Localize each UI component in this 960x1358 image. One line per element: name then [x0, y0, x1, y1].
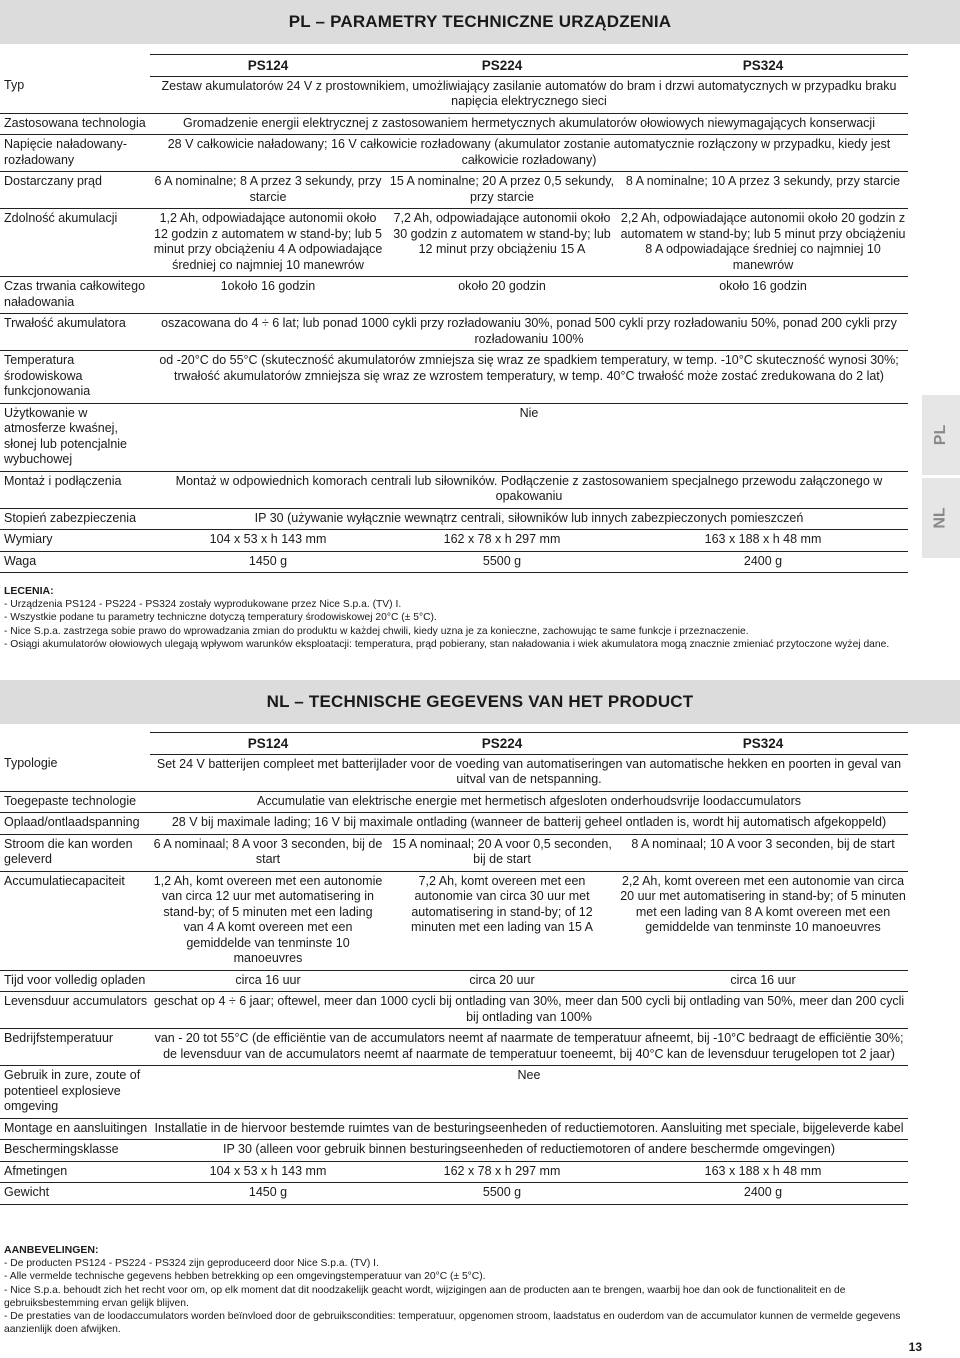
spec-value: około 20 godzin: [386, 277, 618, 314]
spec-label: Zastosowana technologia: [0, 113, 150, 135]
spec-label: Gebruik in zure, zoute of potentieel explosieve omgeving: [0, 1066, 150, 1119]
spec-row: [0, 1161, 908, 1183]
note-line: - Urządzenia PS124 - PS224 - PS324 zostały wyprodukowane przez Nice S.p.a. (TV) I.: [4, 599, 402, 611]
nl-title-banner: [0, 680, 960, 724]
spec-value: 7,2 Ah, komt overeen met een autonomie van circa 30 uur met automatisering in stand-by; of 12 minuten met een lading van 15 A: [386, 871, 618, 970]
spec-value: 28 V bij maximale lading; 16 V bij maximale ontlading (wanneer de batterij geheel ontladen is, wordt hij automatisch afgekoppeld): [150, 813, 908, 835]
spec-row: [0, 403, 908, 471]
spec-label: Montaż i podłączenia: [0, 471, 150, 508]
spec-value: 6 A nominalne; 8 A przez 3 sekundy, przy starcie: [150, 172, 386, 209]
spec-label: Czas trwania całkowitego naładowania: [0, 277, 150, 314]
spec-value: 8 A nominalne; 10 A przez 3 sekundy, przy starcie: [618, 172, 908, 209]
spec-value: 162 x 78 x h 297 mm: [386, 530, 618, 552]
spec-label: Gewicht: [0, 1183, 150, 1205]
note-line: - Wszystkie podane tu parametry techniczne dotyczą temperatury środowiskowej 20°C (± 5°C).: [4, 612, 437, 624]
spec-label: Napięcie naładowany-rozładowany: [0, 135, 150, 172]
spec-row: [0, 113, 908, 135]
spec-row: [0, 992, 908, 1029]
spec-value: 163 x 188 x h 48 mm: [618, 530, 908, 552]
spec-value: IP 30 (używanie wyłącznie wewnątrz centrali, siłowników lub innych zabezpieczonych pomieszczeń: [150, 508, 908, 530]
spec-row: [0, 1118, 908, 1140]
spec-value: IP 30 (alleen voor gebruik binnen besturingseenheden of reductiemotoren of andere beschermde omgevingen): [150, 1140, 908, 1162]
spec-row: [0, 871, 908, 970]
spec-label: Stroom die kan worden geleverd: [0, 834, 150, 871]
model-header: PS224: [386, 55, 618, 77]
spec-label: Waga: [0, 551, 150, 573]
notes-heading: AANBEVELINGEN:: [4, 1244, 99, 1256]
spec-row: [0, 1029, 908, 1066]
spec-label: Stopień zabezpieczenia: [0, 508, 150, 530]
spec-label: Wymiary: [0, 530, 150, 552]
spec-row: [0, 314, 908, 351]
spec-value: 5500 g: [386, 551, 618, 573]
model-header: PS224: [386, 733, 618, 755]
note-line: - Nice S.p.a. zastrzega sobie prawo do wprowadzania zmian do produktu w każdej chwili, kiedy uzna je za konieczne, zachowując te same funkcje i przeznaczenie.: [4, 625, 749, 637]
spec-value: circa 20 uur: [386, 970, 618, 992]
spec-label: Trwałość akumulatora: [0, 314, 150, 351]
spec-label: Toegepaste technologie: [0, 791, 150, 813]
spec-value: 8 A nominaal; 10 A voor 3 seconden, bij de start: [618, 834, 908, 871]
spec-row: [0, 277, 908, 314]
spec-label: Montage en aansluitingen: [0, 1118, 150, 1140]
spec-label: Dostarczany prąd: [0, 172, 150, 209]
spec-label: Typologie: [4, 756, 58, 770]
spec-value: 2400 g: [618, 551, 908, 573]
spec-value: Montaż w odpowiednich komorach centrali lub siłowników. Podłączenie z zastosowaniem specjalnego przewodu załączonego w opakowaniu: [150, 471, 908, 508]
model-header: PS324: [618, 55, 908, 77]
spec-value: 104 x 53 x h 143 mm: [150, 530, 386, 552]
spec-value: od -20°C do 55°C (skuteczność akumulatorów zmniejsza się wraz ze spadkiem temperatury, w temp. -10°C skuteczność wynosi 30%; trwałość akumulatorów zmniejsza się wraz ze wzrostem temperatury, w temp. 40°C trwałość może zostać zredukowana do 2 lat): [150, 351, 908, 404]
pl-notes: [4, 585, 924, 651]
note-line: - Alle vermelde technische gegevens hebben betrekking op een omgevingstemperatuur van 20°C (± 5°C).: [4, 1271, 486, 1283]
spec-label: Zdolność akumulacji: [0, 209, 150, 277]
spec-row: [0, 1183, 908, 1205]
spec-row: [0, 791, 908, 813]
spec-value: 2,2 Ah, komt overeen met een autonomie van circa 20 uur met automatisering in stand-by; of 5 minuten met een lading van 8 A komt overeen met een gemiddelde van tenminste 10 manoeuvres: [618, 871, 908, 970]
spec-row: [0, 551, 908, 573]
spec-value: 1450 g: [150, 551, 386, 573]
spec-label: Bedrijfstemperatuur: [0, 1029, 150, 1066]
notes-heading: LECENIA:: [4, 585, 54, 597]
spec-value: 2,2 Ah, odpowiadające autonomii około 20 godzin z automatem w stand-by; lub 5 minut przy obciążeniu 8 A odpowiadające średniej co najmniej 10 manewrów: [618, 209, 908, 277]
spec-value: 104 x 53 x h 143 mm: [150, 1161, 386, 1183]
spec-label: Tijd voor volledig opladen: [0, 970, 150, 992]
spec-row: [0, 754, 908, 791]
spec-value: 1około 16 godzin: [150, 277, 386, 314]
spec-value: 7,2 Ah, odpowiadające autonomii około 30 godzin z automatem w stand-by; lub 12 minut przy obciążeniu 15 A: [386, 209, 618, 277]
spec-row: [0, 172, 908, 209]
model-header: PS124: [150, 733, 386, 755]
note-line: - De prestaties van de loodaccumulators worden beïnvloed door de gebruikscondities: temperatuur, opgenomen stroom, laadstatus en ouderdom van de accumulator kunnen de vermelde gegevens aanzienlijk doen afwijken.: [4, 1311, 901, 1336]
spec-row: [0, 530, 908, 552]
spec-label: Temperatura środowiskowa funkcjonowania: [0, 351, 150, 404]
spec-value: Set 24 V batterijen compleet met batterijlader voor de voeding van automatiseringen van automatische hekken en poorten in geval van uitval van de netspanning.: [156, 756, 902, 786]
spec-label: Beschermingsklasse: [0, 1140, 150, 1162]
note-line: - Osiągi akumulatorów ołowiowych ulegają wpływom warunków eksploatacji: temperatura, prąd pobierany, stan naładowania i wiek akumulatora mogą znacznie zmieniać przytoczone wyżej dane.: [4, 638, 890, 650]
side-tab-nl: NL: [922, 478, 960, 558]
pl-spec-table: [0, 54, 908, 573]
model-header: PS124: [150, 55, 386, 77]
pl-title-banner: [0, 0, 960, 44]
pl-section-title: PL – PARAMETRY TECHNICZNE URZĄDZENIA: [288, 12, 672, 31]
spec-value: van - 20 tot 55°C (de efficiëntie van de accumulators neemt af naarmate de temperatuur afneemt, bij -10°C bedraagt de efficiëntie 30%; de levensduur van de accumulators neemt af naarmate de temperatuur toeneemt, bij 40°C kan de levensduur terugelopen tot 2 jaar): [150, 1029, 908, 1066]
spec-value: Accumulatie van elektrische energie met hermetisch afgesloten onderhoudsvrije loodaccumulators: [150, 791, 908, 813]
side-tab-pl: PL: [922, 395, 960, 475]
spec-value: 28 V całkowicie naładowany; 16 V całkowicie rozładowany (akumulator zostanie automatycznie rozłączony w przypadku, kiedy jest całkowicie rozładowany): [150, 135, 908, 172]
model-header: PS324: [618, 733, 908, 755]
spec-row: [0, 76, 908, 113]
spec-value: około 16 godzin: [618, 277, 908, 314]
spec-value: geschat op 4 ÷ 6 jaar; oftewel, meer dan 1000 cycli bij ontlading van 30%, meer dan 500 cycli bij ontlading van 50%, meer dan 200 cycli bij ontlading van 100%: [150, 992, 908, 1029]
spec-value: 162 x 78 x h 297 mm: [386, 1161, 618, 1183]
spec-row: [0, 351, 908, 404]
spec-value: circa 16 uur: [150, 970, 386, 992]
spec-value: Installatie in de hiervoor bestemde ruimtes van de besturingseenheden of reductiemotoren. Aansluiting met speciale, bijgeleverde kabel: [150, 1118, 908, 1140]
spec-row: [0, 813, 908, 835]
spec-label: Typ: [4, 78, 25, 92]
spec-value: 1,2 Ah, odpowiadające autonomii około 12 godzin z automatem w stand-by; lub 5 minut przy obciążeniu 4 A odpowiadające średniej co najmniej 10 manewrów: [150, 209, 386, 277]
spec-row: [0, 1140, 908, 1162]
nl-notes: [4, 1244, 924, 1336]
spec-label: Levensduur accumulators: [0, 992, 150, 1029]
page-number: 13: [908, 1340, 922, 1354]
spec-value: Gromadzenie energii elektrycznej z zastosowaniem hermetycznych akumulatorów ołowiowych niewymagających konserwacji: [150, 113, 908, 135]
spec-value: Nee: [150, 1066, 908, 1119]
spec-value: 15 A nominalne; 20 A przez 0,5 sekundy, przy starcie: [386, 172, 618, 209]
note-line: - De producten PS124 - PS224 - PS324 zijn geproduceerd door Nice S.p.a. (TV) I.: [4, 1258, 379, 1270]
note-line: - Nice S.p.a. behoudt zich het recht voor om, op elk moment dat dit noodzakelijk geacht wordt, wijzigingen aan de producten aan te brengen, waarbij hoe dan ook de functionaliteit en de gebruiksbestemming ervan gelijk blijven.: [4, 1284, 846, 1309]
spec-label: Użytkowanie w atmosferze kwaśnej, słonej lub potencjalnie wybuchowej: [0, 403, 150, 471]
spec-row: [0, 508, 908, 530]
spec-row: [0, 970, 908, 992]
spec-value: Zestaw akumulatorów 24 V z prostownikiem, umożliwiający zasilanie automatów do bram i drzwi automatycznych w przypadku braku napięcia elektrycznego sieci: [161, 78, 897, 108]
spec-value: 1450 g: [150, 1183, 386, 1205]
spec-label: Accumulatiecapaciteit: [0, 871, 150, 970]
header-blank: [0, 55, 150, 77]
spec-row: [0, 209, 908, 277]
spec-value: 5500 g: [386, 1183, 618, 1205]
nl-section-title: NL – TECHNISCHE GEGEVENS VAN HET PRODUCT: [266, 692, 694, 711]
spec-row: [0, 834, 908, 871]
spec-value: 1,2 Ah, komt overeen met een autonomie van circa 12 uur met automatisering in stand-by; of 5 minuten met een lading van 4 A komt overeen met een gemiddelde van tenminste 10 manoeuvres: [150, 871, 386, 970]
nl-spec-table: [0, 732, 908, 1205]
spec-value: 2400 g: [618, 1183, 908, 1205]
spec-value: Nie: [150, 403, 908, 471]
spec-value: 6 A nominaal; 8 A voor 3 seconden, bij de start: [150, 834, 386, 871]
spec-value: circa 16 uur: [618, 970, 908, 992]
spec-value: 163 x 188 x h 48 mm: [618, 1161, 908, 1183]
spec-label: Afmetingen: [0, 1161, 150, 1183]
spec-label: Oplaad/ontlaadspanning: [0, 813, 150, 835]
spec-row: [0, 135, 908, 172]
spec-value: oszacowana do 4 ÷ 6 lat; lub ponad 1000 cykli przy rozładowaniu 30%, ponad 500 cykli przy rozładowaniu 50%, ponad 200 cykli przy rozładowaniu 100%: [150, 314, 908, 351]
header-blank: [0, 733, 150, 755]
spec-row: [0, 1066, 908, 1119]
spec-value: 15 A nominaal; 20 A voor 0,5 seconden, bij de start: [386, 834, 618, 871]
spec-row: [0, 471, 908, 508]
